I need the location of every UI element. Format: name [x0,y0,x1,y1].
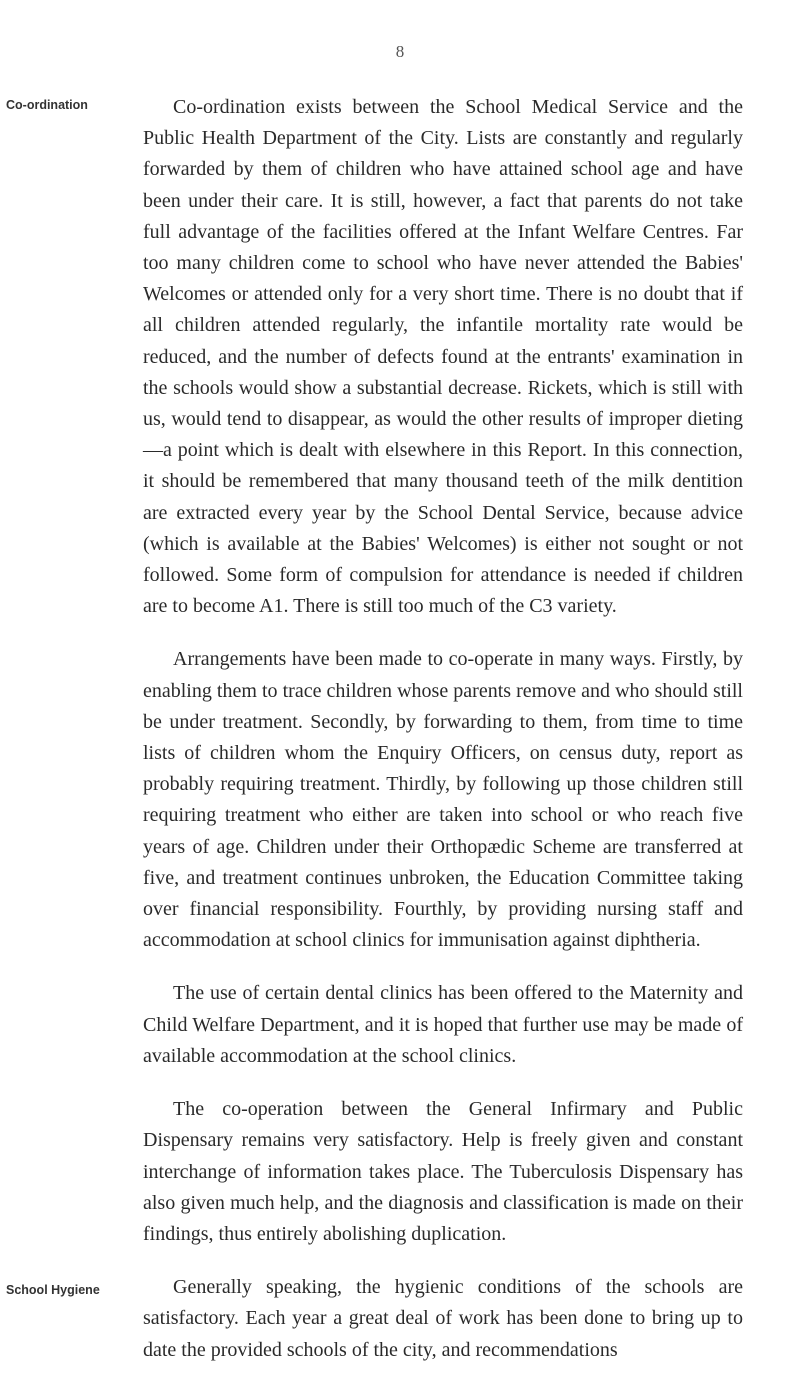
margin-note-school-hygiene: School Hygiene [6,1283,100,1297]
paragraph-school-hygiene: Generally speaking, the hygienic conditions of the schools are satisfactory. Each year a great deal of work has been done to bring up to date the provided schools of the city, and recommendations [143,1276,743,1361]
body-text [143,92,743,1388]
margin-note-coordination: Co-ordination [6,98,88,112]
paragraph-arrangements: Arrangements have been made to co-operate in many ways. Firstly, by enabling them to trace children whose parents remove and who should still be under treatment. Secondly, by forwarding to them, from time to time lists of children whom the Enquiry Officers, on census duty, report as probably requiring treatment. Thirdly, by following up those children still requiring treatment who either are taken into school or who reach five years of age. Children under their Orthopædic Scheme are transferred at five, and treatment continues unbroken, the Education Committee taking over financial responsibility. Fourthly, by providing nursing staff and accommodation at school clinics for immunisation against diphtheria. [143,648,743,952]
paragraph-dental-clinics: The use of certain dental clinics has been offered to the Maternity and Child Welfare Department, and it is hoped that further use may be made of available accommodation at the school clinics. [143,982,743,1067]
paragraph-coordination: Co-ordination exists between the School Medical Service and the Public Health Department of the City. Lists are constantly and regularly forwarded by them of children who have attained school age and have been under their care. It is still, however, a fact that parents do not take full advantage of the facilities offered at the Infant Welfare Centres. Far too many children come to school who have never attended the Babies' Welcomes or attended only for a very short time. There is no doubt that if all children attended regularly, the infantile mortality rate would be reduced, and the number of defects found at the entrants' examination in the schools would show a substantial decrease. Rickets, which is still with us, would tend to disappear, as would the other results of improper dieting—a point which is dealt with elsewhere in this Report. In this connection, it should be remembered that many thousand teeth of the milk dentition are extracted every year by the School Dental Service, because advice (which is available at the Babies' Welcomes) is either not sought or not followed. Some form of compulsion for attendance is needed if children are to become A1. There is still too much of the C3 variety. [143,96,743,618]
paragraph-infirmary: The co-operation between the General Infirmary and Public Dispensary remains very satisfactory. Help is freely given and constant interchange of information takes place. The Tuberculosis Dispensary has also given much help, and the diagnosis and classification is made on their findings, thus entirely abolishing duplication. [143,1098,743,1245]
page-number: 8 [395,42,405,61]
